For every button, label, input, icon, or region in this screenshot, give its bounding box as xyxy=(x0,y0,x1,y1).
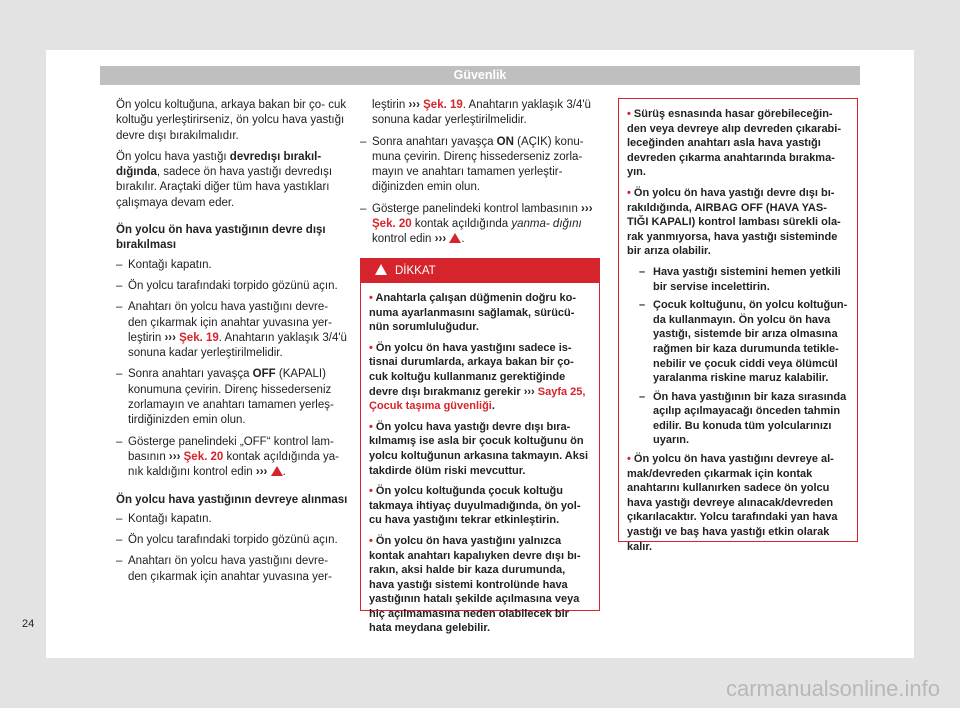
list-item: – Çocuk koltuğunu, ön yolcu koltuğun- da kullanmayın. Ön yolcu ön hava yastığı, sistemde bir arıza olmasına rağmen bir kaza durumunda tetikle- nebilir ve çocuk ciddi veya ölümcül yaralanma riskine maruz kalabilir. xyxy=(639,298,849,386)
warning-item xyxy=(369,291,591,335)
watermark: carmanualsonline.info xyxy=(725,676,940,701)
text: kontak açıldığında xyxy=(411,218,512,231)
reference-arrows: ››› xyxy=(255,466,268,479)
text: Ön yolcu koltuğunda çocuk koltuğu takmaya ihtiyaç duyulmadığında, ön yol- cu hava yastığını tekrar etkinleştirin. xyxy=(369,485,581,527)
warning-item xyxy=(369,420,591,478)
text: kontrol edin xyxy=(372,233,435,246)
page-link[interactable]: Sayfa 25, Çocuk taşıma güvenliği xyxy=(369,385,586,413)
list-item: – Hava yastığı sistemini hemen yetkili bir servise incelettirin. xyxy=(639,265,849,294)
bullet: • xyxy=(627,186,631,199)
paragraph: Ön yolcu koltuğuna, arkaya bakan bir ço- cuk koltuğu yerleştirirseniz, ön yolcu hava yastığı devre dışı bırakılmalıdır. xyxy=(116,99,347,142)
list-item xyxy=(116,300,348,361)
warning-item xyxy=(627,186,849,259)
list-item: – Gösterge panelindeki „OFF“ kontrol lam- basının ››› Şek. 20 kontak açıldığında ya- nık kaldığını kontrol edin ››› . xyxy=(116,435,348,481)
warning-item xyxy=(369,484,591,528)
text: kontak açıldığında ya- nık kaldığını kontrol edin xyxy=(128,450,339,479)
list-item: – Gösterge panelindeki kontrol lambasının ››› Şek. 20 kontak açıldığında yanma- dığını kontrol edin ››› . xyxy=(360,202,600,248)
list-item xyxy=(116,367,348,428)
text: . Anahtarın yaklaşık 3/4'ü sonuna kadar yerleştirilmelidir. xyxy=(372,99,591,127)
warning-header xyxy=(361,259,599,283)
section-heading: Ön yolcu ön hava yastığının devre dışı bırakılması xyxy=(116,224,326,252)
reference-arrows: ››› xyxy=(408,99,420,111)
warning-item xyxy=(627,452,849,554)
text: Sonra anahtarı yavaşça xyxy=(128,368,253,381)
text: Ön yolcu ön hava yastığını sadece is- tisnai durumlarda, arkaya bakan bir ço- cuk koltuğu kullanmanız gerektiğinde devre dışı bırakmanız gerekir xyxy=(369,341,574,398)
text: Anahtarı ön yolcu hava yastığını devre- den çıkarmak için anahtar yuvasına yer- leştirin xyxy=(128,301,332,344)
bold-text: devredışı bırakıl- dığında xyxy=(116,150,322,179)
warning-triangle-icon[interactable] xyxy=(271,466,283,476)
figure-link[interactable]: Şek. 20 xyxy=(183,450,224,463)
warning-body xyxy=(361,283,599,636)
warning-triangle-icon[interactable] xyxy=(449,233,461,243)
section-header: Güvenlik xyxy=(100,66,860,85)
list-item: – Ön yolcu tarafındaki torpido gözünü açın. xyxy=(116,533,348,548)
warning-item xyxy=(369,341,591,414)
step-list xyxy=(116,258,348,481)
paragraph xyxy=(360,98,600,129)
bullet: • xyxy=(627,453,631,466)
reference-arrows: ››› xyxy=(434,233,447,246)
text: Gösterge panelindeki kontrol lambasının xyxy=(372,202,582,215)
page-number: 24 xyxy=(22,618,35,630)
warning-item xyxy=(369,534,591,636)
figure-link[interactable]: Şek. 20 xyxy=(372,218,412,231)
step-list xyxy=(116,512,348,585)
bold-text: OFF xyxy=(252,368,276,381)
text: (AÇIK) konu- muna çevirin. Direnç hissederseniz zorla- mayın ve anahtarı tamamen yerleştir- diğinizden emin olun. xyxy=(372,135,584,194)
column-1 xyxy=(116,98,348,591)
step-list xyxy=(360,135,600,248)
text: , sadece ön hava yastığı devredışı bırakılır. Araçtaki diğer tüm hava yastıkları çalışmaya devam eder. xyxy=(116,166,333,209)
warning-title: DİKKAT xyxy=(395,265,436,277)
text: Sürüş esnasında hasar görebileceğin- den veya devreye alıp devreden çıkarabi- leceğinden anahtarı asla hava yastığı devreden çıkarma anahtarında bırakma- yın. xyxy=(627,108,842,179)
warning-triangle-icon xyxy=(375,264,387,275)
bullet: • xyxy=(369,485,373,498)
list-item: – Anahtarı ön yolcu hava yastığını devre- den çıkarmak için anahtar yuvasına yer- xyxy=(116,554,348,585)
warning-box xyxy=(360,258,600,635)
text: leştirin xyxy=(372,99,409,111)
sub-list xyxy=(627,265,849,448)
list-item: – Kontağı kapatın. xyxy=(116,258,348,273)
bold-text: ON xyxy=(496,135,514,148)
warning-body xyxy=(619,99,857,554)
bullet: • xyxy=(627,108,631,120)
figure-link[interactable]: Şek. 19 xyxy=(423,99,463,111)
italic-text: yanma- dığını xyxy=(511,218,582,231)
list-item: – Ön hava yastığının bir kaza sırasında açılıp açılmayacağı önceden tahmin edilir. Bu konuda tüm yolcularınızı uyarın. xyxy=(639,390,849,448)
warning-item xyxy=(627,107,849,180)
list-item: – Kontağı kapatın. xyxy=(116,512,348,527)
reference-arrows: ››› xyxy=(168,450,181,463)
text: . Anahtarın yaklaşık 3/4'ü sonuna kadar yerleştirilmelidir. xyxy=(128,331,347,360)
text: (KAPALI) konumuna çevirin. Direnç hissederseniz zorlamayın ve anahtarı tamamen yerleş- tirdiğinizden emin olun. xyxy=(128,368,334,427)
reference-arrows: ››› xyxy=(164,331,176,344)
text: Anahtarla çalışan düğmenin doğru ko- numa ayarlanmasını sağlamak, sürücü- nün sorumluluğudur. xyxy=(369,292,576,334)
text: . xyxy=(491,400,495,413)
list-item: – Ön yolcu tarafındaki torpido gözünü açın. xyxy=(116,279,348,294)
paragraph xyxy=(116,150,348,211)
list-item xyxy=(360,135,600,196)
warning-continuation-box xyxy=(618,98,858,553)
text: Sonra anahtarı yavaşça xyxy=(372,135,497,148)
figure-link[interactable]: Şek. 19 xyxy=(179,331,219,344)
bullet: • xyxy=(369,292,373,304)
text: Gösterge panelindeki „OFF“ kontrol lam- basının xyxy=(128,435,334,463)
bullet: • xyxy=(369,341,373,354)
bullet: • xyxy=(369,534,373,547)
column-2 xyxy=(360,98,600,254)
text: Ön yolcu ön hava yastığı devre dışı bı- rakıldığında, AIRBAG OFF (HAVA YAS- TIĞI KAPALI) kontrol lambası sürekli ola- rak yanmıyorsa, hava yastığı sisteminde bir arıza olabilir. xyxy=(627,186,841,258)
text: Ön yolcu ön hava yastığını devreye al- mak/devreden çıkarmak için kontak anahtarını kullanırken sadece ön yolcu hava yastığı devreye alınacak/devreden çıkarılacaktır. Yolcu tarafındaki yan hava yastığı ve baş hava yastığı etkin olarak kalır. xyxy=(627,453,838,553)
reference-arrows: ››› xyxy=(581,202,593,215)
text: Ön yolcu ön hava yastığını yalnızca kontak anahtarı kapalıyken devre dışı bı- rakın, aksi halde bir kaza durumunda, hava yastığı sistemi kontrolünde hava yastığının hatalı şekilde açılmasına veya hiç açılmamasına neden olabilecek bir hata meydana gelebilir. xyxy=(369,534,581,635)
text: Ön yolcu hava yastığı xyxy=(116,150,230,163)
section-heading: Ön yolcu hava yastığının devreye alınması xyxy=(116,493,348,506)
bullet: • xyxy=(369,420,373,433)
reference-arrows: ››› xyxy=(523,385,535,398)
text: Ön yolcu hava yastığı devre dışı bıra- kılmamış ise asla bir çocuk koltuğunu ön yolcu koltuğunun arkasına takmayın. Aksi takdirde ölüm riski mevcuttur. xyxy=(369,420,589,477)
